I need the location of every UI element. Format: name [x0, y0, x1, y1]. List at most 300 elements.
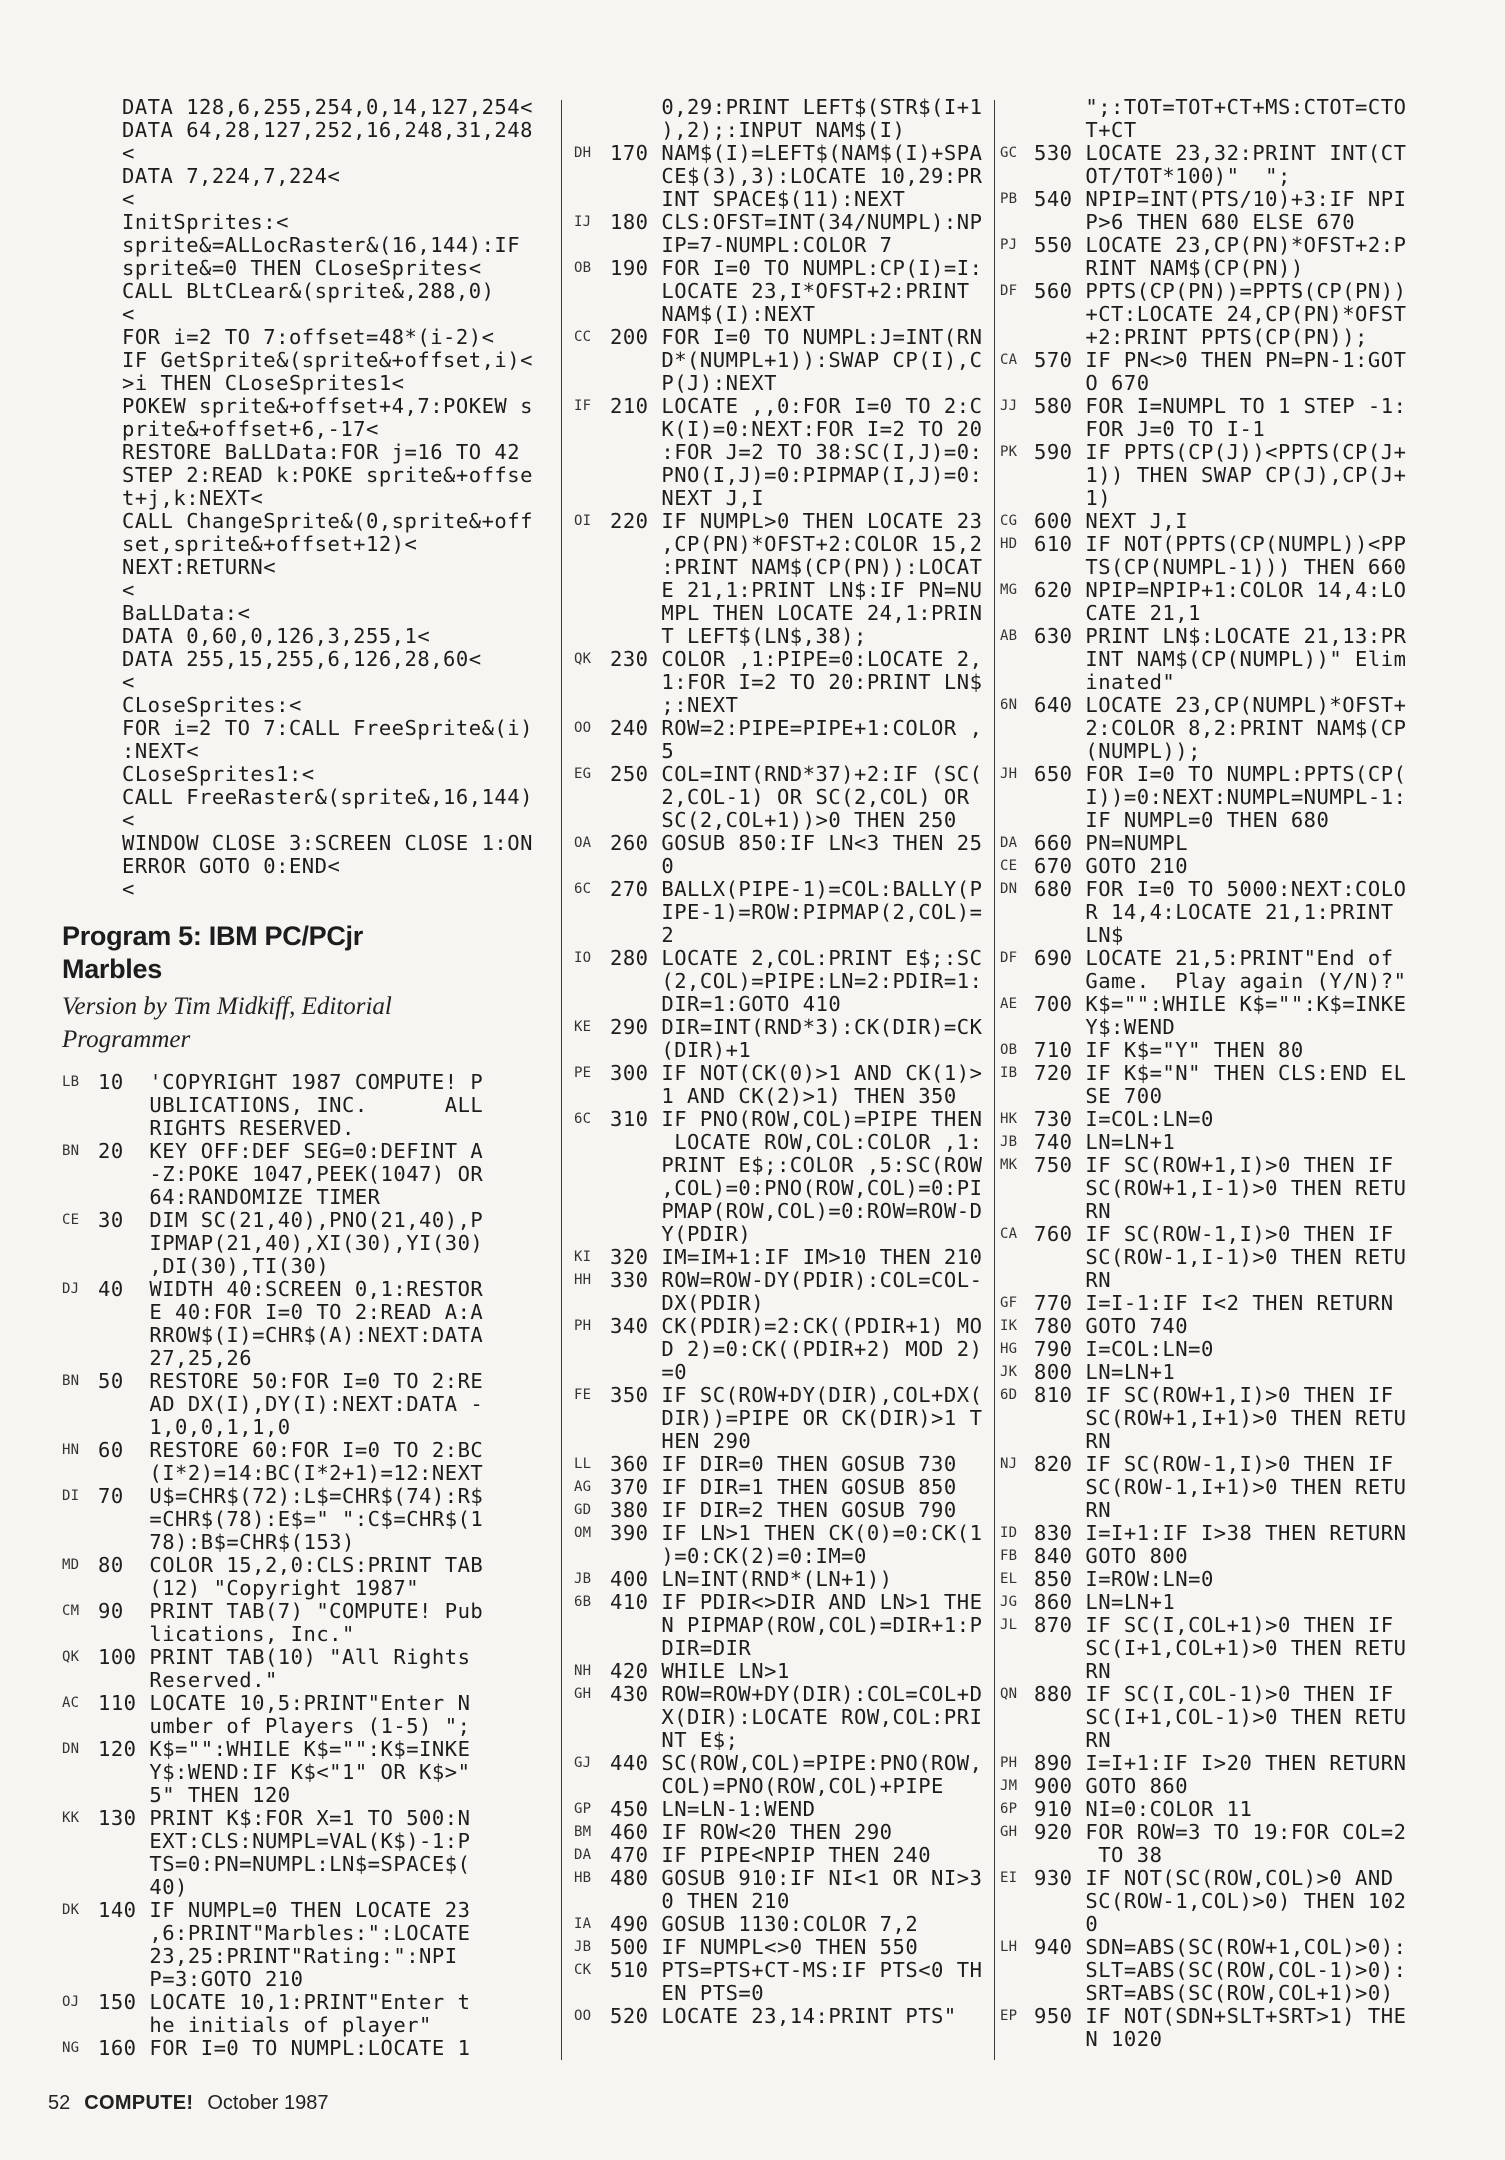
code-line: 0 — [1034, 1912, 1099, 1936]
code-line: 90 PRINT TAB(7) "COMPUTE! Pub — [98, 1599, 484, 1623]
code-line: :PRINT NAM$(CP(PN)):LOCAT — [610, 555, 983, 579]
code-line: t+j,k:NEXT< — [122, 486, 264, 510]
code-line: D 2)=0:CK((PDIR+2) MOD 2) — [610, 1337, 983, 1361]
checksum-tag: NH — [574, 1663, 592, 1679]
code-line: 540 NPIP=INT(PTS/10)+3:IF NPI — [1034, 187, 1407, 211]
code-line: 410 IF PDIR<>DIR AND LN>1 THE — [610, 1590, 983, 1614]
checksum-tag: QK — [62, 1649, 80, 1665]
code-line: SLT=ABS(SC(ROW,COL-1)>0): — [1034, 1958, 1407, 1982]
checksum-tag: PJ — [1000, 237, 1018, 253]
code-line: 550 LOCATE 23,CP(PN)*OFST+2:P — [1034, 233, 1407, 257]
checksum-tag: IO — [574, 950, 592, 966]
code-line: N PIPMAP(ROW,COL)=DIR+1:P — [610, 1613, 983, 1637]
code-line: 910 NI=0:COLOR 11 — [1034, 1797, 1253, 1821]
checksum-tag: IJ — [574, 214, 592, 230]
code-line: =0 — [610, 1360, 688, 1384]
code-line: 70 U$=CHR$(72):L$=CHR$(74):R$ — [98, 1484, 484, 1508]
code-line: DIR=1:GOTO 410 — [610, 992, 842, 1016]
code-line: ERROR GOTO 0:END< — [122, 854, 341, 878]
code-line: SC(ROW-1,I-1)>0 THEN RETU — [1034, 1245, 1407, 1269]
checksum-tag: QK — [574, 651, 592, 667]
page-footer — [48, 2092, 329, 2115]
code-line: 710 IF K$="Y" THEN 80 — [1034, 1038, 1304, 1062]
issue-date: October 1987 — [207, 2092, 329, 2114]
code-line: 480 GOSUB 910:IF NI<1 OR NI>3 — [610, 1866, 983, 1890]
checksum-tag: JJ — [1000, 398, 1018, 414]
code-line: ,CP(PN)*OFST+2:COLOR 15,2 — [610, 532, 983, 556]
code-line: 60 RESTORE 60:FOR I=0 TO 2:BC — [98, 1438, 484, 1462]
code-line: 290 DIR=INT(RND*3):CK(DIR)=CK — [610, 1015, 983, 1039]
code-line: POKEW sprite&+offset+4,7:POKEW s — [122, 394, 533, 418]
checksum-tag: JB — [1000, 1134, 1018, 1150]
code-line: AD DX(I),DY(I):NEXT:DATA - — [98, 1392, 484, 1416]
checksum-tag: CA — [1000, 1226, 1018, 1242]
code-line: he initials of player" — [98, 2013, 432, 2037]
code-line: RN — [1034, 1199, 1112, 1223]
code-line: < — [122, 670, 135, 694]
code-line: IPE-1)=ROW:PIPMAP(2,COL)= — [610, 900, 983, 924]
code-line: ;:NEXT — [610, 693, 739, 717]
code-line: P>6 THEN 680 ELSE 670 — [1034, 210, 1356, 234]
code-line: 27,25,26 — [98, 1346, 253, 1370]
code-line: 740 LN=LN+1 — [1034, 1130, 1176, 1154]
code-line: 500 IF NUMPL<>0 THEN 550 — [610, 1935, 919, 1959]
checksum-tag: OJ — [62, 1994, 80, 2010]
code-line: TO 38 — [1034, 1843, 1163, 1867]
code-line: 780 GOTO 740 — [1034, 1314, 1189, 1338]
code-line: 690 LOCATE 21,5:PRINT"End of — [1034, 946, 1394, 970]
code-line: 750 IF SC(ROW+1,I)>0 THEN IF — [1034, 1153, 1394, 1177]
code-line: FOR J=0 TO I-1 — [1034, 417, 1266, 441]
checksum-tag: OB — [574, 260, 592, 276]
checksum-tag: MK — [1000, 1157, 1018, 1173]
code-line: 380 IF DIR=2 THEN GOSUB 790 — [610, 1498, 957, 1522]
checksum-tag: OA — [574, 835, 592, 851]
checksum-tag: DF — [1000, 950, 1018, 966]
code-line: 2,COL-1) OR SC(2,COL) OR — [610, 785, 970, 809]
code-line: 190 FOR I=0 TO NUMPL:CP(I)=I: — [610, 256, 983, 280]
code-line: 1 AND CK(2)>1) THEN 350 — [610, 1084, 957, 1108]
code-line: +CT:LOCATE 24,CP(PN)*OFST — [1034, 302, 1407, 326]
code-line: EXT:CLS:NUMPL=VAL(K$)-1:P — [98, 1829, 471, 1853]
checksum-tag: GP — [574, 1801, 592, 1817]
checksum-tag: IA — [574, 1916, 592, 1932]
code-line: 730 I=COL:LN=0 — [1034, 1107, 1214, 1131]
code-line: O 670 — [1034, 371, 1150, 395]
code-line: 600 NEXT J,I — [1034, 509, 1189, 533]
code-line: BaLLData:< — [122, 601, 251, 625]
code-line: RINT NAM$(CP(PN)) — [1034, 256, 1304, 280]
code-line: ,DI(30),TI(30) — [98, 1254, 330, 1278]
code-line: 430 ROW=ROW+DY(DIR):COL=COL+D — [610, 1682, 983, 1706]
code-line: OT/TOT*100)" "; — [1034, 164, 1291, 188]
checksum-tag: IB — [1000, 1065, 1018, 1081]
code-line: 0 — [610, 854, 675, 878]
checksum-tag: ID — [1000, 1525, 1018, 1541]
checksum-tag: CK — [574, 1962, 592, 1978]
code-line: 810 IF SC(ROW+1,I)>0 THEN IF — [1034, 1383, 1394, 1407]
code-line: sprite&=ALLocRaster&(16,144):IF — [122, 233, 521, 257]
code-line: 700 K$="":WHILE K$="":K$=INKE — [1034, 992, 1407, 1016]
code-line: 140 IF NUMPL=0 THEN LOCATE 23 — [98, 1898, 471, 1922]
checksum-tag: MD — [62, 1557, 80, 1573]
code-line: 200 FOR I=0 TO NUMPL:J=INT(RN — [610, 325, 983, 349]
code-line: (12) "Copyright 1987" — [98, 1576, 420, 1600]
checksum-tag: JB — [574, 1939, 592, 1955]
code-line: 330 ROW=ROW-DY(PDIR):COL=COL- — [610, 1268, 983, 1292]
checksum-tag: LB — [62, 1074, 80, 1090]
checksum-tag: AC — [62, 1695, 80, 1711]
code-line: 490 GOSUB 1130:COLOR 7,2 — [610, 1912, 919, 1936]
checksum-tag: BN — [62, 1143, 80, 1159]
code-line: 1,0,0,1,1,0 — [98, 1415, 291, 1439]
code-line: 40) — [98, 1875, 188, 1899]
code-line: 130 PRINT K$:FOR X=1 TO 500:N — [98, 1806, 471, 1830]
code-line: NT E$; — [610, 1728, 739, 1752]
code-line: 820 IF SC(ROW-1,I)>0 THEN IF — [1034, 1452, 1394, 1476]
checksum-tag: KK — [62, 1810, 80, 1826]
checksum-tag: EG — [574, 766, 592, 782]
code-line: 5 — [610, 739, 675, 763]
code-line: 890 I=I+1:IF I>20 THEN RETURN — [1034, 1751, 1407, 1775]
checksum-tag: JG — [1000, 1594, 1018, 1610]
code-line: 920 FOR ROW=3 TO 19:FOR COL=2 — [1034, 1820, 1407, 1844]
code-line: FOR i=2 TO 7:offset=48*(i-2)< — [122, 325, 495, 349]
code-line: 510 PTS=PTS+CT-MS:IF PTS<0 TH — [610, 1958, 983, 1982]
code-line: 650 FOR I=0 TO NUMPL:PPTS(CP( — [1034, 762, 1407, 786]
code-line: (2,COL)=PIPE:LN=2:PDIR=1: — [610, 969, 983, 993]
code-line: 360 IF DIR=0 THEN GOSUB 730 — [610, 1452, 957, 1476]
code-line: CALL ChangeSprite&(0,sprite&+off — [122, 509, 533, 533]
code-line: 850 I=ROW:LN=0 — [1034, 1567, 1214, 1591]
code-line: SC(ROW-1,COL)>0) THEN 102 — [1034, 1889, 1407, 1913]
checksum-tag: LH — [1000, 1939, 1018, 1955]
checksum-tag: OM — [574, 1525, 592, 1541]
code-line: 790 I=COL:LN=0 — [1034, 1337, 1214, 1361]
code-line: lications, Inc." — [98, 1622, 355, 1646]
code-line: < — [122, 877, 135, 901]
code-line: 120 K$="":WHILE K$="":K$=INKE — [98, 1737, 471, 1761]
code-line: < — [122, 141, 135, 165]
code-line: 800 LN=LN+1 — [1034, 1360, 1176, 1384]
code-line: NAM$(I):NEXT — [610, 302, 816, 326]
code-line: 300 IF NOT(CK(0)>1 AND CK(1)> — [610, 1061, 983, 1085]
code-line: 900 GOTO 860 — [1034, 1774, 1189, 1798]
checksum-tag: GC — [1000, 145, 1018, 161]
code-line: 210 LOCATE ,,0:FOR I=0 TO 2:C — [610, 394, 983, 418]
code-line: 10 'COPYRIGHT 1987 COMPUTE! P — [98, 1070, 484, 1094]
checksum-tag: JH — [1000, 766, 1018, 782]
column-rule-2 — [994, 100, 995, 2060]
checksum-tag: DN — [62, 1741, 80, 1757]
checksum-tag: CE — [1000, 858, 1018, 874]
checksum-tag: IK — [1000, 1318, 1018, 1334]
code-line: RROW$(I)=CHR$(A):NEXT:DATA — [98, 1323, 484, 1347]
code-line: InitSprites:< — [122, 210, 289, 234]
checksum-tag: AG — [574, 1479, 592, 1495]
code-line: HEN 290 — [610, 1429, 752, 1453]
code-line: 2:COLOR 8,2:PRINT NAM$(CP — [1034, 716, 1407, 740]
checksum-tag: OI — [574, 513, 592, 529]
code-line: 150 LOCATE 10,1:PRINT"Enter t — [98, 1990, 471, 2014]
code-line: =CHR$(78):E$=" ":C$=CHR$(1 — [98, 1507, 484, 1531]
code-line: 830 I=I+1:IF I>38 THEN RETURN — [1034, 1521, 1407, 1545]
code-line: 1) — [1034, 486, 1112, 510]
checksum-tag: CG — [1000, 513, 1018, 529]
code-line: 240 ROW=2:PIPE=PIPE+1:COLOR , — [610, 716, 983, 740]
code-line: :NEXT< — [122, 739, 200, 763]
code-line: >i THEN CLoseSprites1< — [122, 371, 405, 395]
code-line: LOCATE 23,I*OFST+2:PRINT — [610, 279, 970, 303]
code-line: :FOR J=2 TO 38:SC(I,J)=0: — [610, 440, 983, 464]
code-line: 5" THEN 120 — [98, 1783, 291, 1807]
code-line: Y(PDIR) — [610, 1222, 752, 1246]
code-line: 940 SDN=ABS(SC(ROW+1,COL)>0): — [1034, 1935, 1407, 1959]
code-line: SC(I+1,COL-1)>0 THEN RETU — [1034, 1705, 1407, 1729]
byline-line-2: Programmer — [62, 1026, 191, 1053]
code-line: LOCATE ROW,COL:COLOR ,1: — [610, 1130, 983, 1154]
checksum-tag: HN — [62, 1442, 80, 1458]
code-line: INT SPACE$(11):NEXT — [610, 187, 906, 211]
code-line: 350 IF SC(ROW+DY(DIR),COL+DX( — [610, 1383, 983, 1407]
code-line: < — [122, 302, 135, 326]
code-line: 560 PPTS(CP(PN))=PPTS(CP(PN)) — [1034, 279, 1407, 303]
code-line: SC(ROW-1,I+1)>0 THEN RETU — [1034, 1475, 1407, 1499]
code-line: 100 PRINT TAB(10) "All Rights — [98, 1645, 471, 1669]
code-line: 80 COLOR 15,2,0:CLS:PRINT TAB — [98, 1553, 484, 1577]
code-line: DATA 64,28,127,252,16,248,31,248 — [122, 118, 533, 142]
code-line: 720 IF K$="N" THEN CLS:END EL — [1034, 1061, 1407, 1085]
code-line: CALL FreeRaster&(sprite&,16,144) — [122, 785, 533, 809]
checksum-tag: MG — [1000, 582, 1018, 598]
code-line: T+CT — [1034, 118, 1137, 142]
checksum-tag: PK — [1000, 444, 1018, 460]
checksum-tag: HH — [574, 1272, 592, 1288]
code-line: 770 I=I-1:IF I<2 THEN RETURN — [1034, 1291, 1394, 1315]
checksum-tag: FB — [1000, 1548, 1018, 1564]
checksum-tag: PH — [1000, 1755, 1018, 1771]
code-line: 610 IF NOT(PPTS(CP(NUMPL))<PP — [1034, 532, 1407, 556]
checksum-tag: 6N — [1000, 697, 1018, 713]
code-line: D*(NUMPL+1)):SWAP CP(I),C — [610, 348, 983, 372]
checksum-tag: PB — [1000, 191, 1018, 207]
magazine-name: COMPUTE! — [84, 2092, 194, 2114]
code-line: P(J):NEXT — [610, 371, 777, 395]
code-line: 310 IF PNO(ROW,COL)=PIPE THEN — [610, 1107, 983, 1131]
code-line: DATA 0,60,0,126,3,255,1< — [122, 624, 431, 648]
code-line: SE 700 — [1034, 1084, 1163, 1108]
checksum-tag: JB — [574, 1571, 592, 1587]
code-line: PRINT E$;:COLOR ,5:SC(ROW — [610, 1153, 983, 1177]
checksum-tag: OB — [1000, 1042, 1018, 1058]
code-line: RN — [1034, 1498, 1112, 1522]
code-line: 880 IF SC(I,COL-1)>0 THEN IF — [1034, 1682, 1394, 1706]
code-line: P=3:GOTO 210 — [98, 1967, 304, 1991]
code-line: 110 LOCATE 10,5:PRINT"Enter N — [98, 1691, 471, 1715]
page-number: 52 — [48, 2092, 71, 2114]
code-line: 64:RANDOMIZE TIMER — [98, 1185, 381, 1209]
code-line: SC(ROW+1,I+1)>0 THEN RETU — [1034, 1406, 1407, 1430]
checksum-tag: HG — [1000, 1341, 1018, 1357]
code-line: 250 COL=INT(RND*37)+2:IF (SC( — [610, 762, 983, 786]
code-line: CATE 21,1 — [1034, 601, 1201, 625]
code-line: 460 IF ROW<20 THEN 290 — [610, 1820, 893, 1844]
code-line: +2:PRINT PPTS(CP(PN)); — [1034, 325, 1368, 349]
code-line: SC(ROW+1,I-1)>0 THEN RETU — [1034, 1176, 1407, 1200]
checksum-tag: QN — [1000, 1686, 1018, 1702]
code-line: I))=0:NEXT:NUMPL=NUMPL-1: — [1034, 785, 1407, 809]
checksum-tag: OO — [574, 720, 592, 736]
checksum-tag: 6C — [574, 881, 592, 897]
checksum-tag: EL — [1000, 1571, 1018, 1587]
code-line: MPL THEN LOCATE 24,1:PRIN — [610, 601, 983, 625]
code-line: 320 IM=IM+1:IF IM>10 THEN 210 — [610, 1245, 983, 1269]
checksum-tag: EI — [1000, 1870, 1018, 1886]
code-line: 470 IF PIPE<NPIP THEN 240 — [610, 1843, 932, 1867]
code-line: < — [122, 578, 135, 602]
checksum-tag: BM — [574, 1824, 592, 1840]
code-line: )=0:CK(2)=0:IM=0 — [610, 1544, 867, 1568]
code-line: 160 FOR I=0 TO NUMPL:LOCATE 1 — [98, 2036, 471, 2060]
code-line: 530 LOCATE 23,32:PRINT INT(CT — [1034, 141, 1407, 165]
checksum-tag: HB — [574, 1870, 592, 1886]
code-line: UBLICATIONS, INC. ALL — [98, 1093, 484, 1117]
code-line: Y$:WEND — [1034, 1015, 1176, 1039]
checksum-tag: DK — [62, 1902, 80, 1918]
code-line: 23,25:PRINT"Rating:":NPI — [98, 1944, 458, 1968]
code-line: -Z:POKE 1047,PEEK(1047) OR — [98, 1162, 484, 1186]
checksum-tag: DH — [574, 145, 592, 161]
checksum-tag: JM — [1000, 1778, 1018, 1794]
checksum-tag: 6P — [1000, 1801, 1018, 1817]
code-line: 0,29:PRINT LEFT$(STR$(I+1 — [610, 95, 983, 119]
code-line: 20 KEY OFF:DEF SEG=0:DEFINT A — [98, 1139, 484, 1163]
code-line: 270 BALLX(PIPE-1)=COL:BALLY(P — [610, 877, 983, 901]
code-line: 340 CK(PDIR)=2:CK((PDIR+1) MO — [610, 1314, 983, 1338]
code-line: 420 WHILE LN>1 — [610, 1659, 790, 1683]
code-line: 640 LOCATE 23,CP(NUMPL)*OFST+ — [1034, 693, 1407, 717]
code-line: SC(I+1,COL+1)>0 THEN RETU — [1034, 1636, 1407, 1660]
checksum-tag: JL — [1000, 1617, 1018, 1633]
code-line: 440 SC(ROW,COL)=PIPE:PNO(ROW, — [610, 1751, 983, 1775]
code-line: 0 THEN 210 — [610, 1889, 790, 1913]
checksum-tag: NJ — [1000, 1456, 1018, 1472]
code-line: 590 IF PPTS(CP(J))<PPTS(CP(J+ — [1034, 440, 1407, 464]
checksum-tag: BN — [62, 1373, 80, 1389]
byline-line-1: Version by Tim Midkiff, Editorial — [62, 993, 392, 1020]
code-line: < — [122, 187, 135, 211]
code-line: R 14,4:LOCATE 21,1:PRINT — [1034, 900, 1394, 924]
code-line: set,sprite&+offset+12)< — [122, 532, 418, 556]
code-line: 840 GOTO 800 — [1034, 1544, 1189, 1568]
code-line: Reserved." — [98, 1668, 278, 1692]
checksum-tag: CA — [1000, 352, 1018, 368]
code-line: (I*2)=14:BC(I*2+1)=12:NEXT — [98, 1461, 484, 1485]
code-line: CLoseSprites1:< — [122, 762, 315, 786]
code-line: DIR))=PIPE OR CK(DIR)>1 T — [610, 1406, 983, 1430]
checksum-tag: DI — [62, 1488, 80, 1504]
code-line: 2 — [610, 923, 675, 947]
checksum-tag: GH — [1000, 1824, 1018, 1840]
checksum-tag: JK — [1000, 1364, 1018, 1380]
code-line: E 40:FOR I=0 TO 2:READ A:A — [98, 1300, 484, 1324]
code-line: 870 IF SC(I,COL+1)>0 THEN IF — [1034, 1613, 1394, 1637]
code-line: 78):B$=CHR$(153) — [98, 1530, 355, 1554]
checksum-tag: AE — [1000, 996, 1018, 1012]
checksum-tag: GD — [574, 1502, 592, 1518]
code-line: DATA 255,15,255,6,126,28,60< — [122, 647, 482, 671]
code-line: IF NUMPL=0 THEN 680 — [1034, 808, 1330, 832]
code-line: FOR i=2 TO 7:CALL FreeSprite&(i) — [122, 716, 533, 740]
code-line: NEXT:RETURN< — [122, 555, 277, 579]
code-line: CALL BLtCLear&(sprite&,288,0) — [122, 279, 495, 303]
code-line: T LEFT$(LN$,38); — [610, 624, 867, 648]
code-line: CE$(3),3):LOCATE 10,29:PR — [610, 164, 983, 188]
code-line: 370 IF DIR=1 THEN GOSUB 850 — [610, 1475, 957, 1499]
code-line: 260 GOSUB 850:IF LN<3 THEN 25 — [610, 831, 983, 855]
checksum-tag: EP — [1000, 2008, 1018, 2024]
code-line: DIR=DIR — [610, 1636, 752, 1660]
code-line: 1)) THEN SWAP CP(J),CP(J+ — [1034, 463, 1407, 487]
checksum-tag: HD — [1000, 536, 1018, 552]
checksum-tag: PH — [574, 1318, 592, 1334]
code-line: CLoseSprites:< — [122, 693, 302, 717]
program-title-line-2: Marbles — [62, 954, 162, 984]
code-line: TS(CP(NUMPL-1))) THEN 660 — [1034, 555, 1407, 579]
code-line: INT NAM$(CP(NUMPL))" Elim — [1034, 647, 1407, 671]
code-line: LN$ — [1034, 923, 1124, 947]
checksum-tag: PE — [574, 1065, 592, 1081]
code-line: RN — [1034, 1728, 1112, 1752]
code-line: WINDOW CLOSE 3:SCREEN CLOSE 1:ON — [122, 831, 533, 855]
checksum-tag: CM — [62, 1603, 80, 1619]
checksum-tag: FE — [574, 1387, 592, 1403]
code-line: E 21,1:PRINT LN$:IF PN=NU — [610, 578, 983, 602]
checksum-tag: KI — [574, 1249, 592, 1265]
checksum-tag: 6D — [1000, 1387, 1018, 1403]
code-line: 40 WIDTH 40:SCREEN 0,1:RESTOR — [98, 1277, 484, 1301]
code-line: K(I)=0:NEXT:FOR I=2 TO 20 — [610, 417, 983, 441]
code-line: PMAP(ROW,COL)=0:ROW=ROW-D — [610, 1199, 983, 1223]
checksum-tag: 6B — [574, 1594, 592, 1610]
code-line: 390 IF LN>1 THEN CK(0)=0:CK(1 — [610, 1521, 983, 1545]
code-line: 620 NPIP=NPIP+1:COLOR 14,4:LO — [1034, 578, 1407, 602]
code-line: RIGHTS RESERVED. — [98, 1116, 355, 1140]
code-line: 170 NAM$(I)=LEFT$(NAM$(I)+SPA — [610, 141, 983, 165]
checksum-tag: GJ — [574, 1755, 592, 1771]
code-line: DX(PDIR) — [610, 1291, 765, 1315]
code-line: ,6:PRINT"Marbles:":LOCATE — [98, 1921, 471, 1945]
code-line: 570 IF PN<>0 THEN PN=PN-1:GOT — [1034, 348, 1407, 372]
code-line: < — [122, 808, 135, 832]
code-line: 760 IF SC(ROW-1,I)>0 THEN IF — [1034, 1222, 1394, 1246]
code-line: Y$:WEND:IF K$<"1" OR K$>" — [98, 1760, 471, 1784]
code-line: 930 IF NOT(SC(ROW,COL)>0 AND — [1034, 1866, 1394, 1890]
program-title-line-1: Program 5: IBM PC/PCjr — [62, 921, 363, 951]
checksum-tag: CE — [62, 1212, 80, 1228]
code-line: 230 COLOR ,1:PIPE=0:LOCATE 2, — [610, 647, 983, 671]
code-line: EN PTS=0 — [610, 1981, 765, 2005]
checksum-tag: AB — [1000, 628, 1018, 644]
code-line: (NUMPL)); — [1034, 739, 1201, 763]
code-line: ),2);:INPUT NAM$(I) — [610, 118, 906, 142]
program-byline — [62, 990, 392, 1056]
program-title — [62, 920, 363, 986]
code-line: prite&+offset+6,-17< — [122, 417, 379, 441]
code-line: 280 LOCATE 2,COL:PRINT E$;:SC — [610, 946, 983, 970]
code-line: IF GetSprite&(sprite&+offset,i)< — [122, 348, 533, 372]
code-line: 580 FOR I=NUMPL TO 1 STEP -1: — [1034, 394, 1407, 418]
